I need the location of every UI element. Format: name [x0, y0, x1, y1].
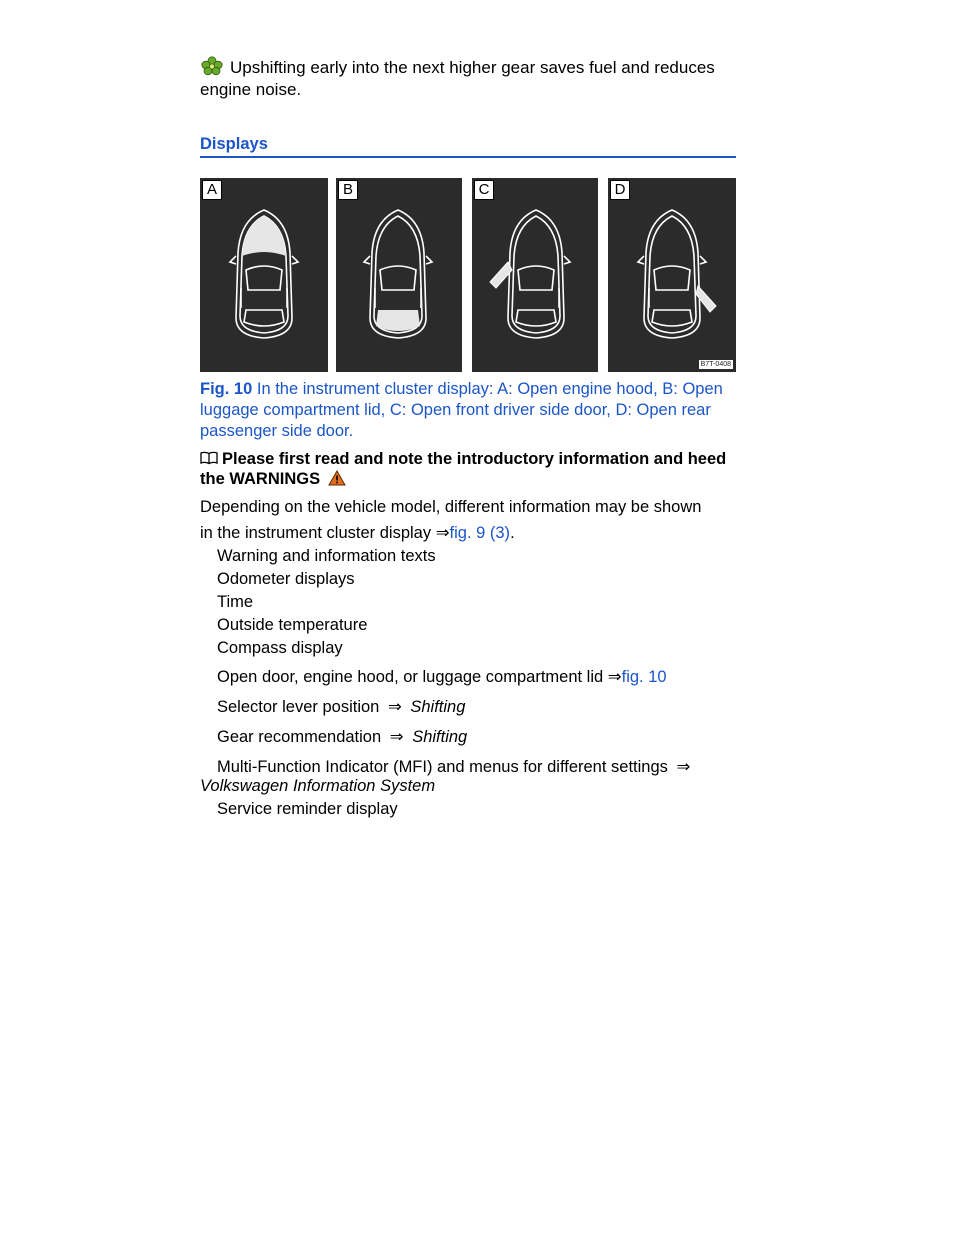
intro-line-1: Depending on the vehicle model, different information may be shown: [200, 498, 702, 516]
panel-letter-a: A: [202, 180, 222, 200]
shifting-reference[interactable]: Shifting: [410, 698, 466, 716]
arrow-icon: ⇒: [387, 698, 402, 716]
figure-panel-d: [608, 178, 736, 372]
figure-panel-c: [472, 178, 598, 372]
fig-9-link[interactable]: fig. 9 (3): [449, 524, 511, 542]
panel-letter-b: B: [338, 180, 358, 200]
arrow-icon: ⇒: [676, 758, 691, 776]
figure-caption-label: Fig. 10: [200, 380, 253, 398]
list-item: Outside temperature: [217, 616, 368, 634]
figure-caption-text: In the instrument cluster display: A: Open engine hood, B: Open luggage compartment lid, C: Open front driver side door, D: Open rear passenger side door.: [200, 380, 723, 440]
warning-triangle-icon: [328, 470, 346, 486]
figure-code: B7T-0408: [700, 361, 731, 368]
book-icon: [200, 450, 218, 464]
figure-caption: [200, 379, 740, 442]
list-item-door: Open door, engine hood, or luggage compartment lid ⇒fig. 10: [217, 668, 667, 686]
tip-text: Upshifting early into the next higher gear saves fuel and reduces engine noise.: [200, 58, 715, 99]
arrow-icon: ⇒: [435, 524, 450, 542]
figure-panel-a: [200, 178, 328, 372]
flower-eco-icon: [200, 56, 224, 76]
list-item: Time: [217, 593, 254, 611]
list-item: Warning and information texts: [217, 547, 436, 565]
list-item: Service reminder display: [217, 800, 398, 818]
panel-letter-d: D: [610, 180, 630, 200]
fig-10-link[interactable]: fig. 10: [621, 668, 667, 686]
panel-letter-c: C: [474, 180, 494, 200]
arrow-icon: ⇒: [389, 728, 404, 746]
warnings-notice: [200, 449, 740, 489]
list-item: Odometer displays: [217, 570, 355, 588]
intro-line-2: in the instrument cluster display ⇒fig. 9 (3).: [200, 524, 515, 542]
list-item-gear: Gear recommendation ⇒ Shifting: [217, 728, 468, 746]
list-item-selector: Selector lever position ⇒ Shifting: [217, 698, 466, 716]
shifting-reference[interactable]: Shifting: [412, 728, 468, 746]
vw-information-system-reference[interactable]: Volkswagen Information System: [200, 777, 436, 795]
notice-text: Please first read and note the introductory information and heed the WARNINGS: [200, 450, 727, 488]
list-item: Compass display: [217, 639, 343, 657]
list-item-mfi: Multi-Function Indicator (MFI) and menus for different settings ⇒: [217, 758, 691, 776]
intro-paragraph: [200, 494, 740, 546]
section-title: Displays: [200, 135, 736, 158]
arrow-icon: ⇒: [607, 668, 622, 686]
eco-tip: [200, 56, 740, 101]
figure-panel-b: [336, 178, 462, 372]
figure-10: [200, 178, 736, 372]
